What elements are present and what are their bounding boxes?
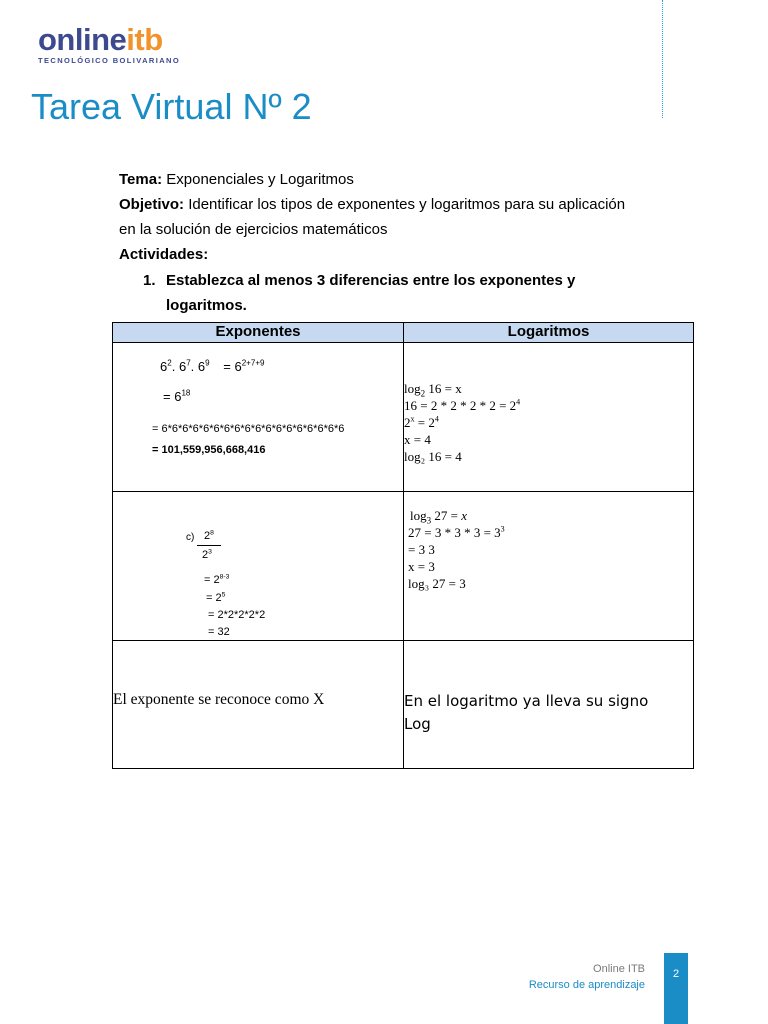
log-line: x = 4 [404, 432, 431, 447]
footer-subtitle: Recurso de aprendizaje [528, 979, 645, 991]
table-cell-log-3 [403, 640, 694, 769]
fraction-bar [197, 545, 221, 546]
table-cell-log-1 [403, 342, 694, 492]
exp-line: = 32 [208, 626, 230, 638]
exercise-label: c) [186, 532, 195, 543]
question-number: 1. [143, 272, 156, 289]
exp-line: = 2*2*2*2*2 [208, 609, 266, 621]
log-difference-text-continuation: Log [404, 715, 431, 733]
table-cell-exp-3 [112, 640, 404, 769]
logo-subtitle: TECNOLÓGICO BOLIVARIANO [38, 56, 181, 65]
logo-itb-text: itb [126, 22, 163, 57]
log-line: $\log_3 27 = x$ [410, 508, 467, 526]
objetivo-line [119, 192, 625, 217]
objetivo-value: Identificar los tipos de exponentes y logaritmos para su aplicación [188, 196, 626, 213]
log-line: = 3 3 [408, 542, 435, 557]
exp-line: = $2^5$ [206, 591, 226, 604]
fraction-denominator: $2^3$ [202, 548, 212, 561]
objetivo-label: Objetivo: [119, 196, 185, 213]
logo-online-text: online [38, 22, 127, 57]
exp-difference-text: El exponente se reconoce como X [113, 691, 325, 708]
exp-line: $6^2$. $6^7$. $6^9 = 6^{2+7+9}$ [160, 358, 265, 374]
tema-label: Tema: [119, 171, 163, 188]
footer-brand: Online ITB [593, 963, 645, 975]
table-cell-exp-2 [112, 491, 404, 641]
objetivo-continuation: en la solución de ejercicios matemáticos [119, 221, 388, 238]
log-line: $16 = 2 * 2 * 2 * 2 = 2^4$ [404, 397, 521, 413]
log-line: $27 = 3 * 3 * 3 = 3^3$ [408, 524, 505, 540]
exp-line: = $6^{18}$ [163, 388, 191, 404]
tema-value: Exponenciales y Logaritmos [166, 171, 354, 188]
exp-line: = 6*6*6*6*6*6*6*6*6*6*6*6*6*6*6*6*6*6 [152, 423, 345, 435]
header-divider [662, 0, 663, 118]
log-line: log₂ 16 = 4 [404, 449, 462, 464]
page-number-badge: 2 [664, 953, 688, 1024]
log-line: log₃ 27 = 3 [408, 576, 466, 591]
comparison-table [112, 322, 694, 769]
tema-line [119, 167, 354, 192]
question-text-continuation: logaritmos. [166, 297, 247, 314]
table-cell-exp-1 [112, 342, 404, 492]
exp-line: = $2^{8-3}$ [204, 573, 230, 586]
header-logaritmos: Logaritmos [403, 322, 694, 343]
page-title: Tarea Virtual Nº 2 [31, 86, 312, 127]
log-difference-text: En el logaritmo ya lleva su signo [404, 692, 649, 710]
table-cell-log-2 [403, 491, 694, 641]
online-itb-logo [38, 24, 208, 70]
question-text: Establezca al menos 3 diferencias entre los exponentes y [166, 272, 576, 289]
exp-result: = 101,559,956,668,416 [152, 444, 266, 456]
fraction-numerator: $2^8$ [204, 529, 214, 542]
actividades-label: Actividades: [119, 246, 209, 263]
log-line: $\log_2 16 = x$ [404, 381, 462, 399]
log-line: x = 3 [408, 559, 435, 574]
log-line: $2^x = 2^4$ [404, 414, 439, 430]
header-exponentes: Exponentes [112, 322, 404, 343]
